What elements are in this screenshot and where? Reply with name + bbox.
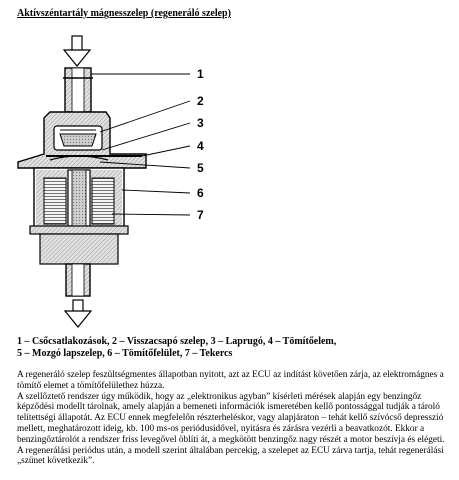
callout-1: 1 bbox=[197, 67, 204, 81]
bottom-pipe-connector bbox=[66, 264, 90, 296]
callout-3: 3 bbox=[197, 116, 204, 130]
valve-lower-housing bbox=[30, 168, 128, 264]
description-text bbox=[17, 370, 447, 467]
page-title: Aktívszéntartály mágnesszelep (regeneráló szelep) bbox=[17, 8, 231, 19]
top-pipe-connector bbox=[63, 68, 93, 112]
callout-5: 5 bbox=[197, 161, 204, 175]
valve-upper-housing bbox=[18, 112, 146, 168]
paragraph-2: A szellőztető rendszer úgy működik, hogy az „elektronikus agyban” kísérleti mérések alapján egy benzingőz képződési modellt tárolnak, amely alapján a bemeneti információk ismeretében kellő pontossággal tudják a tároló telítettségi állapotát. Az ECU ennek megfelelőn részterheléskor, vagy alapjáraton – tehát kellő szívócső depresszió mellett, meghatározott ideig, kb. 100 ms-os periódusidővel, nyitásra és zárásra vezérli a beavatkozót. Ekkor a benzingőztárolót a rendszer friss levegővel öblíti át, a megkötött benzingőz nagy részét a motor beszívja és elégeti. bbox=[17, 391, 445, 445]
callout-2: 2 bbox=[197, 94, 204, 108]
callout-7: 7 bbox=[197, 208, 204, 222]
callout-4: 4 bbox=[197, 139, 204, 153]
paragraph-3: A regenerálási periódus után, a modell szerint általában percekig, a szelepet az ECU zárva tartja, tehát regenerálási „szünet következik”. bbox=[17, 445, 444, 467]
outlet-arrow-icon bbox=[65, 300, 91, 327]
legend-line-1: 1 – Csőcsatlakozások, 2 – Visszacsapó szelep, 3 – Laprugó, 4 – Tömítőelem, bbox=[17, 336, 337, 347]
callout-6: 6 bbox=[197, 186, 204, 200]
paragraph-1: A regeneráló szelep feszültségmentes állapotban nyitott, azt az ECU az indítást követően zárja, az elektromágnes a tömítő elemet a tömítőfelülethez húzza. bbox=[17, 370, 444, 391]
inlet-arrow-icon bbox=[64, 36, 90, 66]
parts-legend bbox=[17, 336, 447, 360]
legend-line-2: 5 – Mozgó lapszelep, 6 – Tömítőfelület, 7 – Tekercs bbox=[17, 348, 233, 359]
